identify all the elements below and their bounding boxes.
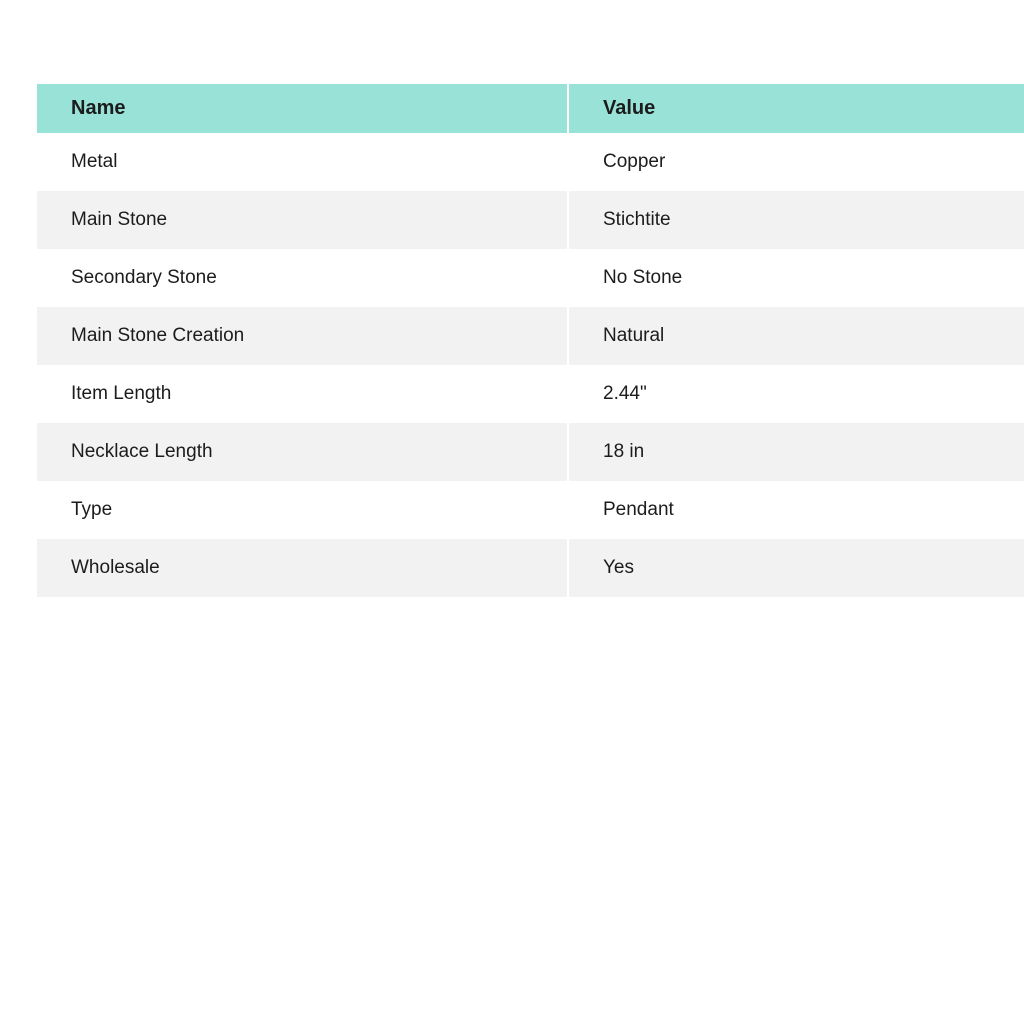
table-header-row bbox=[37, 84, 1024, 133]
attribute-value: Pendant bbox=[568, 481, 1024, 539]
table-row bbox=[37, 539, 1024, 597]
column-header-value: Value bbox=[568, 84, 1024, 133]
attribute-name: Main Stone bbox=[37, 191, 568, 249]
attribute-name: Type bbox=[37, 481, 568, 539]
attribute-name: Wholesale bbox=[37, 539, 568, 597]
table-row bbox=[37, 191, 1024, 249]
attribute-value: 18 in bbox=[568, 423, 1024, 481]
attribute-value: 2.44" bbox=[568, 365, 1024, 423]
product-attributes-table bbox=[37, 84, 1024, 597]
attribute-name: Necklace Length bbox=[37, 423, 568, 481]
table-row bbox=[37, 423, 1024, 481]
table-row bbox=[37, 249, 1024, 307]
table-row bbox=[37, 307, 1024, 365]
attribute-name: Metal bbox=[37, 133, 568, 191]
attribute-value: Copper bbox=[568, 133, 1024, 191]
attribute-value: Yes bbox=[568, 539, 1024, 597]
attribute-value: Natural bbox=[568, 307, 1024, 365]
attribute-name: Secondary Stone bbox=[37, 249, 568, 307]
table-row bbox=[37, 481, 1024, 539]
table-row bbox=[37, 133, 1024, 191]
attribute-value: Stichtite bbox=[568, 191, 1024, 249]
attribute-name: Item Length bbox=[37, 365, 568, 423]
attribute-name: Main Stone Creation bbox=[37, 307, 568, 365]
table-row bbox=[37, 365, 1024, 423]
attribute-value: No Stone bbox=[568, 249, 1024, 307]
column-header-name: Name bbox=[37, 84, 568, 133]
